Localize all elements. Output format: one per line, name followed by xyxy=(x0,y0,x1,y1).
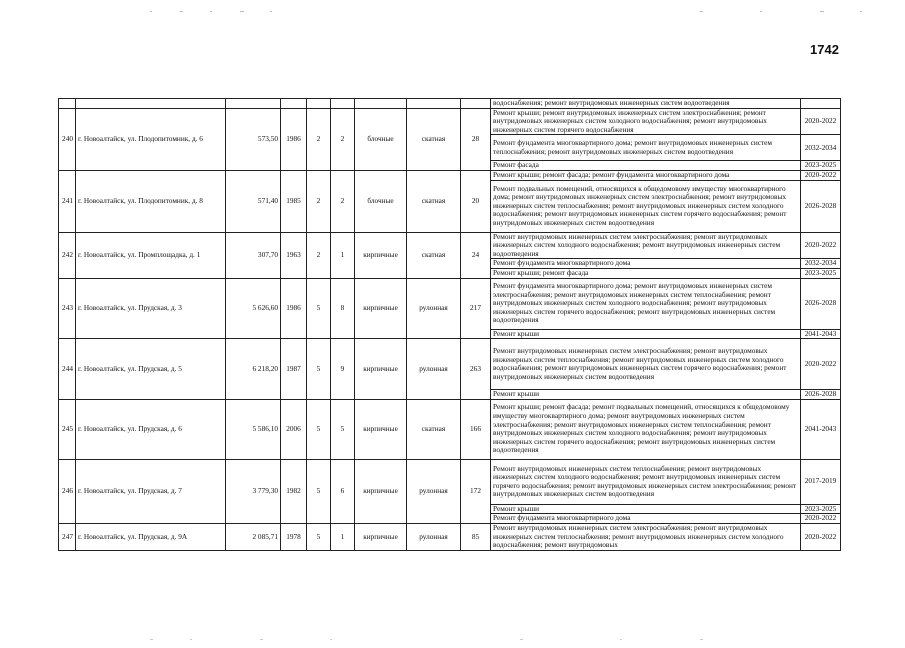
cell-work: Ремонт фундамента многоквартирного дома; ремонт внутридомовых инженерных систем теплоснабжения; ремонт внутридомовых инженерных систем водоотведения xyxy=(491,135,801,161)
cell-period: 2020-2022 xyxy=(801,514,841,524)
cell-entrances: 6 xyxy=(331,459,355,523)
cell-period: 2023-2025 xyxy=(801,161,841,171)
cell-period: 2041-2043 xyxy=(801,399,841,459)
table-row xyxy=(59,108,841,135)
cell-period: 2020-2022 xyxy=(801,232,841,259)
cell-address: г. Новоалтайск, ул. Прудская, д. 5 xyxy=(76,339,226,400)
table-row xyxy=(59,232,841,259)
cell-work: Ремонт внутридомовых инженерных систем электроснабжения; ремонт внутридомовых инженерных систем теплоснабжения; ремонт внутридомовых инженерных систем холодного водоснабжения; ремонт внутридомовых инженерных систем горячего водоснабжения; ремонт внутридомовых инженерных систем водоотведения xyxy=(491,339,801,390)
cell-period: 2020-2022 xyxy=(801,170,841,180)
cell-apartments: 172 xyxy=(461,459,491,523)
cell-num: 241 xyxy=(59,170,76,232)
cell-work: водоснабжения; ремонт внутридомовых инженерных систем водоотведения xyxy=(491,99,801,109)
cell-year: 1978 xyxy=(281,523,307,550)
cell-work: Ремонт крыши xyxy=(491,390,801,400)
cell-year: 1985 xyxy=(281,170,307,232)
cell-address: г. Новоалтайск, ул. Прудская, д. 6 xyxy=(76,399,226,459)
cell-roof: рулонная xyxy=(407,278,461,339)
cell-roof: скатная xyxy=(407,170,461,232)
page-number: 1742 xyxy=(810,42,839,57)
cell-area: 6 218,20 xyxy=(226,339,281,400)
cell-floors: 2 xyxy=(307,232,331,278)
cell-floors: 2 xyxy=(307,108,331,170)
cell-num: 245 xyxy=(59,399,76,459)
cell-work: Ремонт внутридомовых инженерных систем электроснабжения; ремонт внутридомовых инженерных систем теплоснабжения; ремонт внутридомовых инженерных систем холодного водоснабжения; ремонт внутридомовых xyxy=(491,523,801,550)
cell-roof: скатная xyxy=(407,232,461,278)
cell-walls: кирпичные xyxy=(355,278,407,339)
cell-roof: рулонная xyxy=(407,523,461,550)
cell-address: г. Новоалтайск, ул. Плодопитомник, д. 6 xyxy=(76,108,226,170)
cell-floors xyxy=(307,99,331,109)
cell-apartments xyxy=(461,99,491,109)
cell-roof: скатная xyxy=(407,108,461,170)
cell-area: 307,70 xyxy=(226,232,281,278)
cell-work: Ремонт крыши; ремонт фасада; ремонт фундамента многоквартирного дома xyxy=(491,170,801,180)
cell-num: 242 xyxy=(59,232,76,278)
cell-area: 573,50 xyxy=(226,108,281,170)
cell-period: 2020-2022 xyxy=(801,339,841,390)
table-row xyxy=(59,339,841,390)
cell-entrances: 2 xyxy=(331,108,355,170)
cell-work: Ремонт фундамента многоквартирного дома xyxy=(491,259,801,269)
cell-roof: скатная xyxy=(407,399,461,459)
cell-num: 247 xyxy=(59,523,76,550)
cell-area xyxy=(226,99,281,109)
cell-roof xyxy=(407,99,461,109)
cell-apartments: 28 xyxy=(461,108,491,170)
cell-work: Ремонт крыши xyxy=(491,329,801,339)
cell-work: Ремонт крыши; ремонт внутридомовых инженерных систем электроснабжения; ремонт внутридомовых инженерных систем холодного водоснабжения; ремонт внутридомовых инженерных систем горячего водоснабжения xyxy=(491,108,801,135)
cell-address xyxy=(76,99,226,109)
cell-walls: блочные xyxy=(355,170,407,232)
table-row xyxy=(59,170,841,180)
cell-year: 1986 xyxy=(281,108,307,170)
cell-year: 1987 xyxy=(281,339,307,400)
cell-floors: 5 xyxy=(307,339,331,400)
table-row xyxy=(59,278,841,329)
cell-apartments: 263 xyxy=(461,339,491,400)
cell-year: 1963 xyxy=(281,232,307,278)
cell-year: 2006 xyxy=(281,399,307,459)
cell-apartments: 85 xyxy=(461,523,491,550)
cell-period: 2032-2034 xyxy=(801,259,841,269)
cell-apartments: 166 xyxy=(461,399,491,459)
cell-walls: кирпичные xyxy=(355,399,407,459)
cell-area: 5 586,10 xyxy=(226,399,281,459)
cell-work: Ремонт фундамента многоквартирного дома xyxy=(491,514,801,524)
cell-address: г. Новоалтайск, ул. Прудская, д. 3 xyxy=(76,278,226,339)
cell-num: 246 xyxy=(59,459,76,523)
table-row xyxy=(59,459,841,504)
cell-period xyxy=(801,99,841,109)
cell-entrances: 2 xyxy=(331,170,355,232)
cell-floors: 2 xyxy=(307,170,331,232)
cell-period: 2023-2025 xyxy=(801,268,841,278)
cell-floors: 5 xyxy=(307,278,331,339)
cell-num xyxy=(59,99,76,109)
cell-entrances: 9 xyxy=(331,339,355,400)
cell-period: 2026-2028 xyxy=(801,180,841,232)
cell-area: 2 085,71 xyxy=(226,523,281,550)
cell-roof: рулонная xyxy=(407,339,461,400)
cell-period: 2032-2034 xyxy=(801,135,841,161)
cell-address: г. Новоалтайск, ул. Прудская, д. 7 xyxy=(76,459,226,523)
cell-num: 244 xyxy=(59,339,76,400)
cell-work: Ремонт подвальных помещений, относящихся к общедомовому имуществу многоквартирного дома; ремонт внутридомовых инженерных систем электроснабжения; ремонт внутридомовых инженерных систем теплоснабжения; ремонт внутридомовых инженерных систем холодного водоснабжения; ремонт внутридомовых инженерных систем горячего водоснабжения; ремонт внутридомовых инженерных систем водоотведения xyxy=(491,180,801,232)
cell-period: 2020-2022 xyxy=(801,523,841,550)
table-row xyxy=(59,523,841,550)
cell-work: Ремонт крыши; ремонт фасада xyxy=(491,268,801,278)
cell-period: 2026-2028 xyxy=(801,278,841,329)
cell-floors: 5 xyxy=(307,399,331,459)
cell-address: г. Новоалтайск, ул. Прудская, д. 9А xyxy=(76,523,226,550)
cell-area: 3 779,30 xyxy=(226,459,281,523)
continuation-row xyxy=(59,99,841,109)
cell-work: Ремонт внутридомовых инженерных систем электроснабжения; ремонт внутридомовых инженерных систем холодного водоснабжения; ремонт внутридомовых инженерных систем водоотведения xyxy=(491,232,801,259)
cell-period: 2026-2028 xyxy=(801,390,841,400)
cell-entrances: 1 xyxy=(331,232,355,278)
cell-year: 1982 xyxy=(281,459,307,523)
housing-register-table xyxy=(58,98,841,551)
cell-address: г. Новоалтайск, ул. Промплощадка, д. 1 xyxy=(76,232,226,278)
cell-period: 2023-2025 xyxy=(801,504,841,514)
cell-year xyxy=(281,99,307,109)
cell-entrances: 1 xyxy=(331,523,355,550)
cell-walls: блочные xyxy=(355,108,407,170)
cell-walls: кирпичные xyxy=(355,523,407,550)
cell-period: 2017-2019 xyxy=(801,459,841,504)
cell-period: 2041-2043 xyxy=(801,329,841,339)
cell-area: 571,40 xyxy=(226,170,281,232)
cell-roof: рулонная xyxy=(407,459,461,523)
cell-floors: 5 xyxy=(307,523,331,550)
cell-address: г. Новоалтайск, ул. Плодопитомник, д. 8 xyxy=(76,170,226,232)
cell-work: Ремонт крыши; ремонт фасада; ремонт подвальных помещений, относящихся к общедомовому имуществу многоквартирного дома; ремонт внутридомовых инженерных систем электроснабжения; ремонт внутридомовых инженерных систем теплоснабжения; ремонт внутридомовых инженерных систем холодного водоснабжения; ремонт внутридомовых инженерных систем горячего водоснабжения; ремонт внутридомовых инженерных систем водоотведения xyxy=(491,399,801,459)
scan-artifact-top xyxy=(0,2,905,8)
cell-entrances: 8 xyxy=(331,278,355,339)
cell-area: 5 626,60 xyxy=(226,278,281,339)
cell-year: 1986 xyxy=(281,278,307,339)
cell-period: 2020-2022 xyxy=(801,108,841,135)
cell-num: 243 xyxy=(59,278,76,339)
cell-apartments: 24 xyxy=(461,232,491,278)
table-row xyxy=(59,399,841,459)
cell-walls: кирпичные xyxy=(355,339,407,400)
cell-walls: кирпичные xyxy=(355,232,407,278)
cell-walls xyxy=(355,99,407,109)
scan-artifact-bottom xyxy=(0,630,905,638)
cell-work: Ремонт фасада xyxy=(491,161,801,171)
cell-walls: кирпичные xyxy=(355,459,407,523)
cell-apartments: 20 xyxy=(461,170,491,232)
cell-entrances xyxy=(331,99,355,109)
cell-work: Ремонт фундамента многоквартирного дома; ремонт внутридомовых инженерных систем электроснабжения; ремонт внутридомовых инженерных систем теплоснабжения; ремонт внутридомовых инженерных систем холодного водоснабжения; ремонт внутридомовых инженерных систем горячего водоснабжения; ремонт внутридомовых инженерных систем водоотведения xyxy=(491,278,801,329)
cell-work: Ремонт внутридомовых инженерных систем теплоснабжения; ремонт внутридомовых инженерных систем холодного водоснабжения; ремонт внутридомовых инженерных систем горячего водоснабжения; ремонт внутридомовых инженерных систем электроснабжения; ремонт внутридомовых инженерных систем водоотведения xyxy=(491,459,801,504)
cell-entrances: 5 xyxy=(331,399,355,459)
cell-num: 240 xyxy=(59,108,76,170)
cell-apartments: 217 xyxy=(461,278,491,339)
cell-work: Ремонт крыши xyxy=(491,504,801,514)
cell-floors: 5 xyxy=(307,459,331,523)
